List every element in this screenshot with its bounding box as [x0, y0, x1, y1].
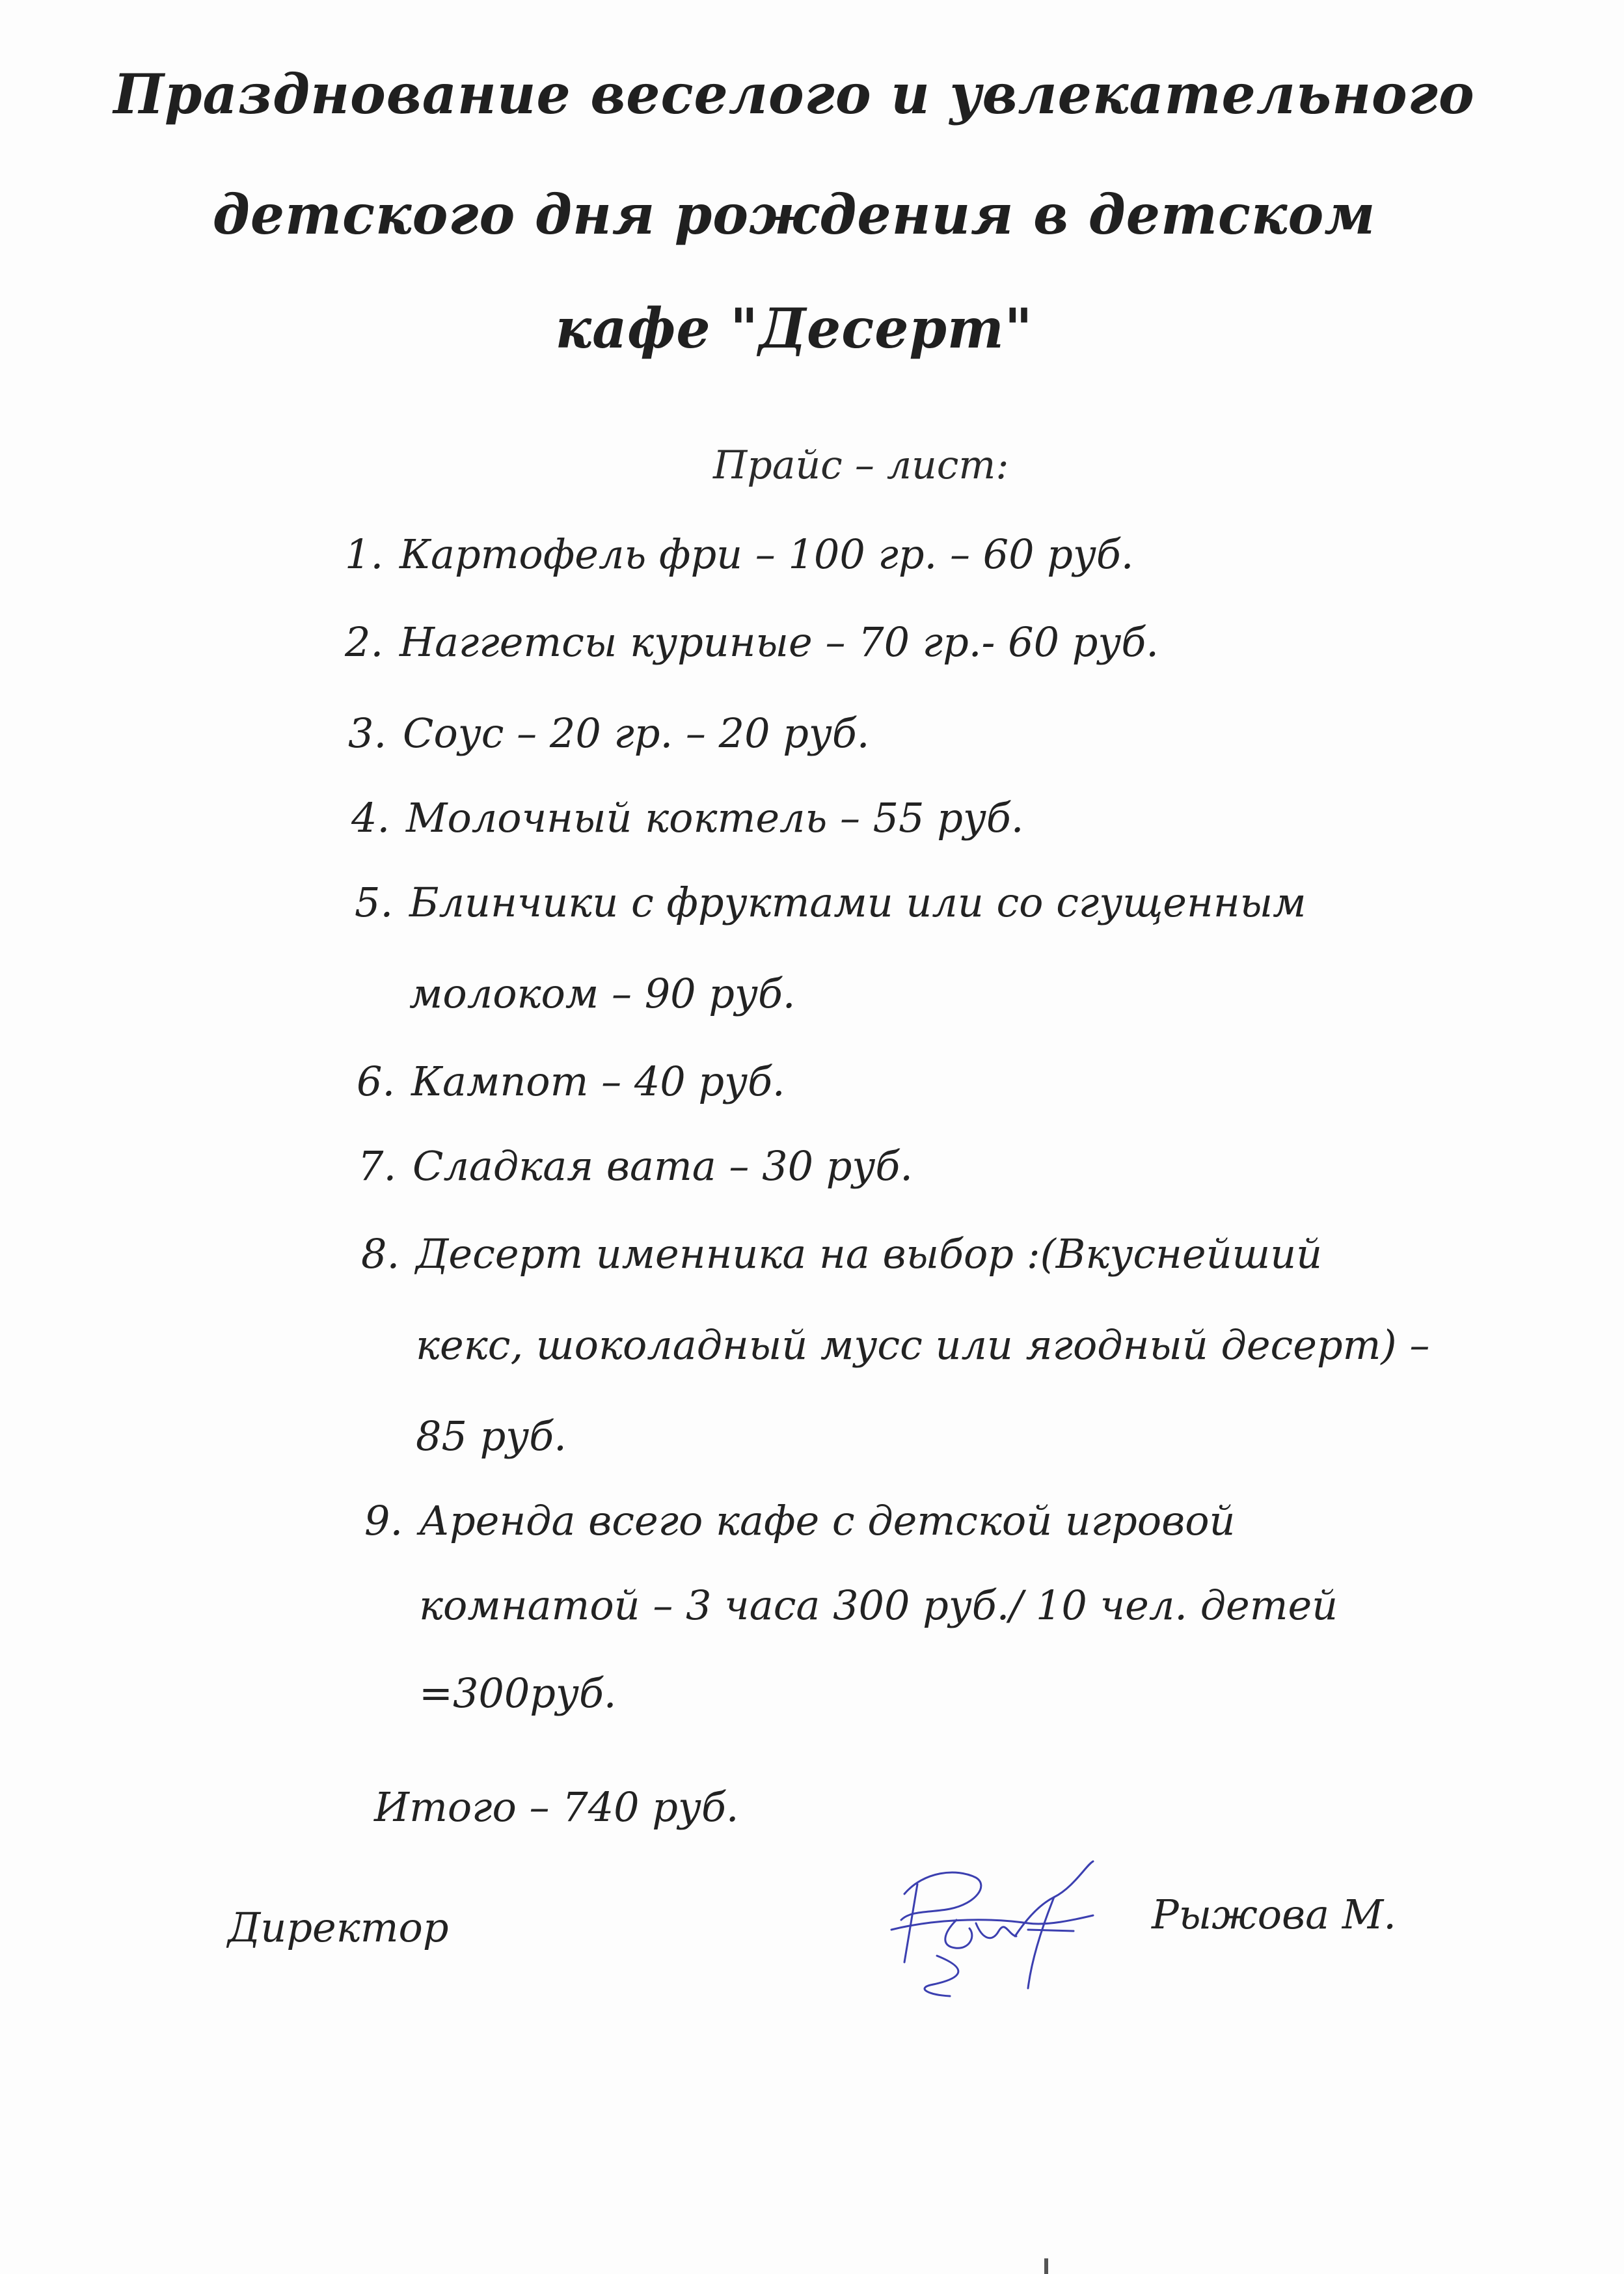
list-item-continuation: 85 руб. — [416, 1412, 567, 1460]
signature-icon — [878, 1858, 1126, 2008]
title-line-3: кафе "Десерт" — [555, 296, 1033, 361]
list-item-continuation: кекс, шоколадный мусс или ягодный десерт) – — [416, 1321, 1430, 1369]
list-item — [351, 794, 1023, 842]
item-number: 2. — [345, 618, 384, 666]
list-item-continuation: =300руб. — [419, 1669, 617, 1717]
item-text: Десерт именника на выбор :(Вкуснейший — [416, 1230, 1323, 1278]
item-text: Блинчики с фруктами или со сгущенным — [409, 879, 1306, 926]
item-text: Молочный коктель – 55 руб. — [406, 794, 1024, 842]
item-number: 3. — [348, 709, 387, 757]
list-item — [348, 709, 869, 757]
item-number: 4. — [351, 794, 390, 842]
item-number: 5. — [355, 879, 394, 926]
item-number: 7. — [358, 1142, 397, 1190]
list-item — [345, 618, 1159, 666]
item-text: Картофель фри – 100 гр. – 60 руб. — [399, 530, 1134, 578]
list-item — [361, 1230, 1322, 1278]
item-text: Наггетсы куриные – 70 гр.- 60 руб. — [399, 618, 1159, 666]
list-item — [357, 1058, 785, 1105]
item-number: 9. — [364, 1497, 403, 1544]
list-item — [355, 879, 1306, 926]
director-label: Директор — [228, 1904, 449, 1951]
title-line-2: детского дня рождения в детском — [212, 182, 1376, 247]
total-line: Итого – 740 руб. — [374, 1783, 739, 1831]
item-number: 6. — [357, 1058, 396, 1105]
item-text: Соус – 20 гр. – 20 руб. — [403, 709, 870, 757]
list-item — [345, 530, 1133, 578]
list-item — [358, 1142, 913, 1190]
item-text: Сладкая вата – 30 руб. — [413, 1142, 913, 1190]
item-number: 8. — [361, 1230, 400, 1278]
title-line-1: Празднование веселого и увлекательного — [113, 62, 1475, 126]
list-item-continuation: молоком – 90 руб. — [409, 970, 796, 1017]
item-text: Кампот – 40 руб. — [411, 1058, 785, 1105]
list-item — [364, 1497, 1235, 1544]
scan-artifact — [1044, 2258, 1048, 2274]
item-text: Аренда всего кафе с детской игровой — [419, 1497, 1236, 1544]
list-item-continuation: комнатой – 3 часа 300 руб./ 10 чел. детей — [419, 1582, 1338, 1629]
price-list-heading: Прайс – лист: — [713, 443, 1009, 488]
director-name: Рыжова М. — [1152, 1891, 1396, 1938]
item-number: 1. — [345, 530, 384, 578]
